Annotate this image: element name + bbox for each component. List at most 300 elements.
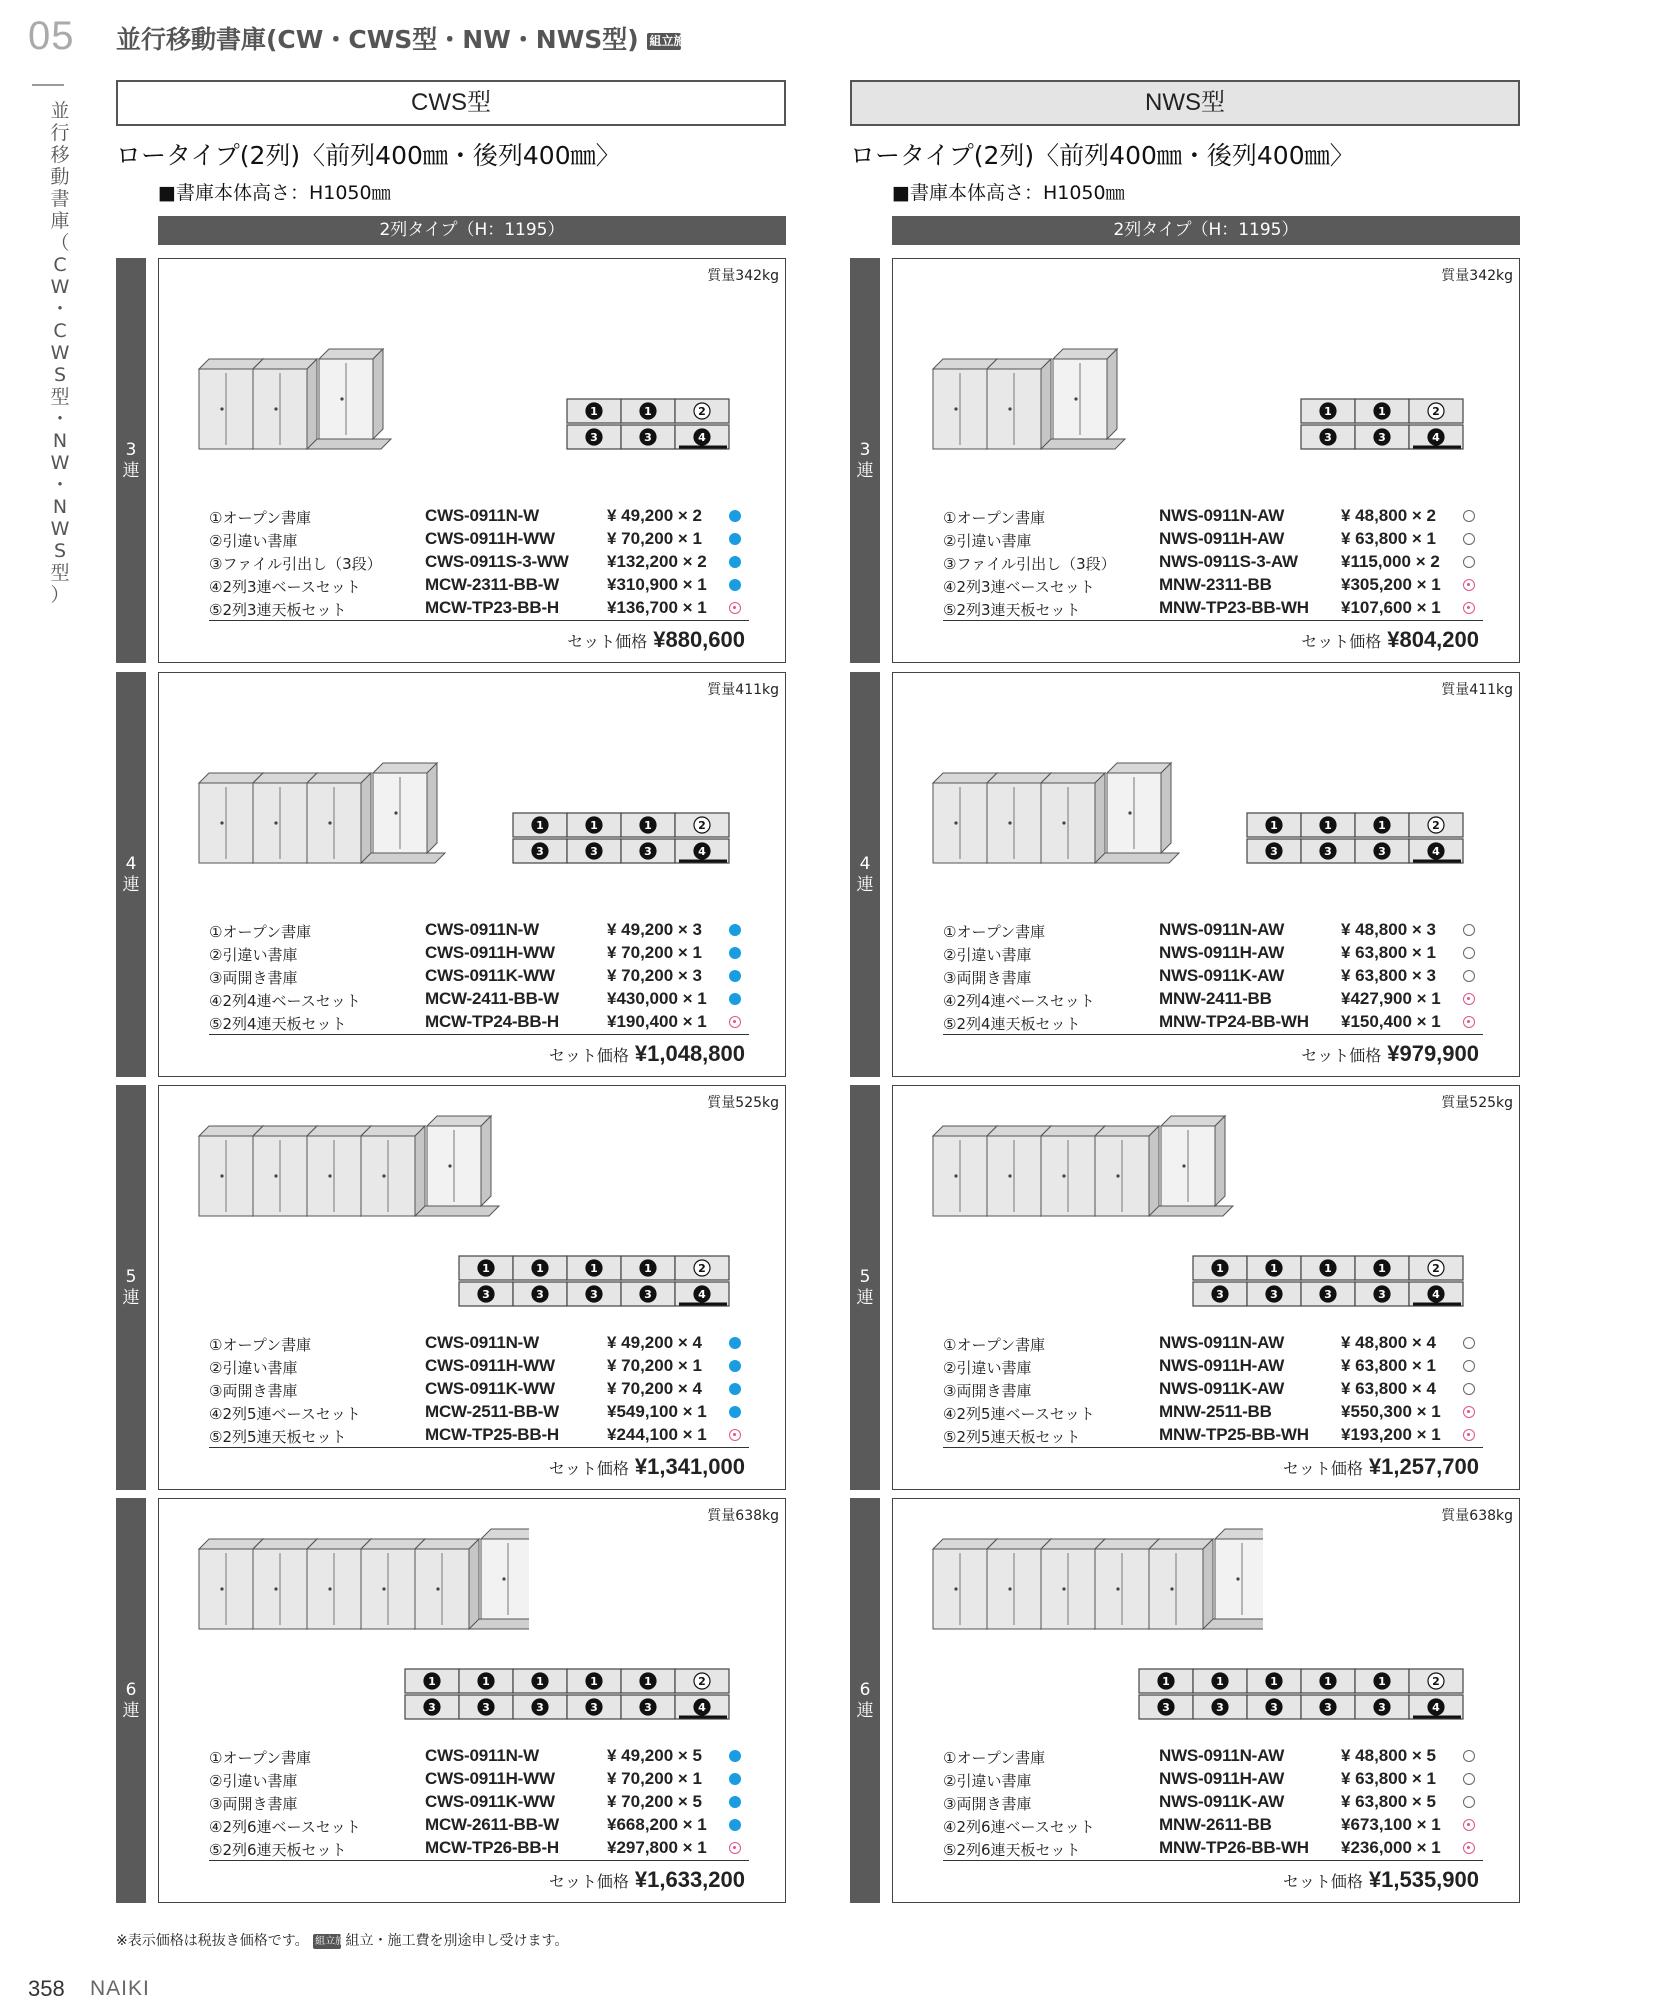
cabinet-top	[933, 359, 997, 369]
cabinet-knob	[1074, 397, 1077, 400]
set-price-label: セット価格	[567, 632, 648, 651]
cabinet-knob	[382, 1587, 385, 1590]
cabinet-side	[1215, 1116, 1225, 1206]
layout-marker-number: 2	[1432, 1262, 1440, 1275]
cabinet-top	[307, 1126, 371, 1136]
layout-marker-number: 1	[1162, 1675, 1170, 1688]
set-price-value: ¥1,633,200	[634, 1867, 745, 1892]
item-code: NWS-0911S-3-AW	[1159, 552, 1298, 571]
layout-diagram	[1295, 393, 1469, 457]
cabinet-knob	[1062, 1174, 1065, 1177]
cabinet-knob	[274, 1174, 277, 1177]
item-name: ③両開き書庫	[209, 1382, 298, 1400]
side-label-char: W	[50, 518, 70, 540]
cabinet-top	[987, 1539, 1051, 1549]
item-code: CWS-0911N-W	[425, 920, 539, 939]
item-name: ①オープン書庫	[943, 509, 1046, 527]
blue-dot-icon	[729, 556, 741, 568]
cabinet-top	[1041, 1539, 1105, 1549]
pink-mark-icon	[1463, 602, 1475, 614]
config-tab-char: 連	[856, 1700, 874, 1721]
page-title	[116, 20, 698, 56]
item-row	[943, 505, 1483, 528]
cabinet-knob	[954, 407, 957, 410]
layout-marker-number: 3	[1324, 431, 1332, 444]
cabinet-illustration	[169, 753, 529, 883]
config-tab-char: 4	[859, 853, 871, 874]
item-code: MNW-2411-BB	[1159, 989, 1272, 1008]
cabinet-knob	[1236, 1577, 1239, 1580]
layout-marker-number: 3	[590, 845, 598, 858]
config-panel	[892, 1085, 1520, 1490]
item-name: ①オープン書庫	[209, 1749, 312, 1767]
item-price: ¥549,100 × 1	[607, 1402, 707, 1421]
cabinet-knob	[1128, 811, 1131, 814]
layout-diagram	[399, 1663, 735, 1727]
item-code: CWS-0911K-WW	[425, 1379, 555, 1398]
config-tab	[850, 1498, 880, 1903]
type-bar: 2列タイプ（H：1195）	[158, 216, 786, 245]
item-code: MCW-2511-BB-W	[425, 1402, 560, 1421]
item-price: ¥244,100 × 1	[607, 1425, 707, 1444]
layout-marker-number: 2	[1432, 819, 1440, 832]
cabinet-illustration	[903, 1519, 1263, 1649]
item-name: ③両開き書庫	[943, 1382, 1032, 1400]
item-code: MCW-2411-BB-W	[425, 989, 560, 1008]
item-code: CWS-0911N-W	[425, 1333, 539, 1352]
item-name: ④2列5連ベースセット	[943, 1405, 1095, 1423]
layout-marker-number: 1	[482, 1262, 490, 1275]
item-price: ¥115,000 × 2	[1341, 552, 1440, 571]
item-code: CWS-0911H-WW	[425, 1769, 555, 1788]
layout-marker-number: 4	[698, 1701, 706, 1714]
cabinet-knob	[1062, 821, 1065, 824]
item-row	[943, 1401, 1483, 1424]
item-row	[209, 988, 749, 1011]
layout-marker-number: 4	[698, 431, 706, 444]
item-name: ②引違い書庫	[943, 1772, 1032, 1790]
item-name: ④2列3連ベースセット	[943, 578, 1095, 596]
cabinet-knob	[220, 407, 223, 410]
side-label-char: W	[50, 342, 70, 364]
config-tab	[116, 672, 146, 1077]
layout-marker-number: 1	[1270, 1262, 1278, 1275]
cabinet-illustration	[169, 339, 529, 469]
item-price: ¥ 48,800 × 4	[1341, 1333, 1437, 1352]
cabinet-top	[1041, 773, 1105, 783]
layout-marker-number: 1	[1324, 819, 1332, 832]
item-name: ③両開き書庫	[209, 1795, 298, 1813]
cabinet-knob	[1008, 1174, 1011, 1177]
item-row	[943, 551, 1483, 574]
item-code: NWS-0911K-AW	[1159, 1379, 1285, 1398]
cabinet-knob	[340, 397, 343, 400]
type-bar: 2列タイプ（H：1195）	[892, 216, 1520, 245]
item-name: ①オープン書庫	[209, 1336, 312, 1354]
pink-mark-icon	[1463, 1429, 1475, 1441]
cabinet-illustration	[903, 753, 1263, 883]
item-row	[943, 942, 1483, 965]
item-code: MNW-2511-BB	[1159, 1402, 1272, 1421]
side-label-char: （	[50, 232, 70, 254]
item-row	[943, 1814, 1483, 1837]
item-code: CWS-0911S-3-WW	[425, 552, 569, 571]
cabinet-knob	[1116, 1587, 1119, 1590]
cabinet-top	[1215, 1529, 1263, 1539]
cabinet-top	[307, 773, 371, 783]
gray-circle-icon	[1463, 924, 1475, 936]
item-price: ¥ 49,200 × 4	[607, 1333, 703, 1352]
item-name: ⑤2列3連天板セット	[209, 601, 347, 619]
layout-marker-number: 3	[644, 1701, 652, 1714]
layout-marker-number: 3	[590, 1701, 598, 1714]
cabinet-top	[427, 1116, 491, 1126]
item-code: NWS-0911K-AW	[1159, 966, 1285, 985]
cabinet-knob	[274, 821, 277, 824]
item-list	[209, 919, 749, 1035]
set-price-label: セット価格	[1301, 632, 1382, 651]
gray-circle-icon	[1463, 533, 1475, 545]
set-price-value: ¥1,535,900	[1368, 1867, 1479, 1892]
blue-dot-icon	[729, 533, 741, 545]
item-price: ¥107,600 × 1	[1341, 598, 1441, 617]
cabinet-knob	[954, 1174, 957, 1177]
cabinet-knob	[1008, 407, 1011, 410]
config-tab-label	[116, 440, 146, 482]
side-label-char: N	[52, 430, 68, 452]
set-price-row	[1283, 1867, 1479, 1893]
item-code: MCW-TP23-BB-H	[425, 598, 559, 617]
cabinet-top	[361, 1126, 425, 1136]
item-name: ②引違い書庫	[209, 532, 298, 550]
cabinet-knob	[220, 1587, 223, 1590]
column-header-nws: NWS型	[850, 80, 1520, 126]
item-price: ¥132,200 × 2	[607, 552, 707, 571]
layout-marker-number: 2	[698, 1675, 706, 1688]
layout-marker-number: 3	[1270, 1701, 1278, 1714]
item-row	[943, 1332, 1483, 1355]
item-row	[943, 1424, 1483, 1448]
item-code: MCW-TP25-BB-H	[425, 1425, 559, 1444]
item-name: ②引違い書庫	[209, 946, 298, 964]
config-tab-char: 6	[859, 1679, 871, 1700]
pink-mark-icon	[1463, 1819, 1475, 1831]
side-label-char: 行	[50, 122, 70, 144]
weight-label: 質量525kg	[1441, 1095, 1513, 1111]
item-price: ¥ 63,800 × 1	[1341, 1769, 1437, 1788]
item-price: ¥ 70,200 × 1	[607, 529, 703, 548]
config-tab-label	[850, 1267, 880, 1309]
layout-marker-number: 3	[482, 1288, 490, 1301]
item-code: CWS-0911K-WW	[425, 966, 555, 985]
layout-marker-number: 4	[698, 1288, 706, 1301]
set-price-label: セット価格	[548, 1459, 629, 1478]
set-price-row	[567, 627, 745, 653]
side-label-char: 型	[50, 562, 70, 584]
cabinet-top	[319, 349, 383, 359]
item-row	[943, 574, 1483, 597]
layout-marker-number: 3	[536, 1701, 544, 1714]
item-list	[943, 505, 1483, 621]
item-name: ①オープン書庫	[943, 1336, 1046, 1354]
blue-dot-icon	[729, 1360, 741, 1372]
item-row	[209, 528, 749, 551]
weight-label: 質量411kg	[1441, 682, 1513, 698]
cabinet-top	[253, 359, 317, 369]
item-name: ③両開き書庫	[943, 1795, 1032, 1813]
item-price: ¥673,100 × 1	[1341, 1815, 1441, 1834]
side-label-char: 動	[50, 166, 70, 188]
item-list	[209, 1745, 749, 1861]
item-code: CWS-0911H-WW	[425, 1356, 555, 1375]
config-tab-char: 3	[125, 439, 137, 460]
cabinet-top	[933, 1539, 997, 1549]
set-price-row	[1301, 627, 1479, 653]
item-row	[209, 1791, 749, 1814]
item-name: ⑤2列5連天板セット	[943, 1428, 1081, 1446]
footnote	[116, 1930, 568, 1950]
cabinet-knob	[1062, 1587, 1065, 1590]
cabinet-knob	[328, 1587, 331, 1590]
config-tab	[116, 258, 146, 663]
layout-marker-number: 3	[1378, 845, 1386, 858]
layout-marker-number: 3	[536, 845, 544, 858]
config-tab-char: 連	[856, 460, 874, 481]
layout-marker-number: 1	[1324, 405, 1332, 418]
blue-dot-icon	[729, 1819, 741, 1831]
layout-marker-number: 1	[1216, 1675, 1224, 1688]
cabinet-knob	[274, 1587, 277, 1590]
side-label-char: 書	[50, 188, 70, 210]
gray-circle-icon	[1463, 970, 1475, 982]
layout-marker-number: 1	[590, 1675, 598, 1688]
layout-marker-number: 1	[644, 1675, 652, 1688]
item-code: NWS-0911N-AW	[1159, 506, 1285, 525]
layout-marker-number: 3	[1324, 1701, 1332, 1714]
item-name: ②引違い書庫	[209, 1772, 298, 1790]
blue-dot-icon	[729, 970, 741, 982]
config-tab	[850, 258, 880, 663]
layout-marker-number: 1	[1378, 819, 1386, 832]
layout-marker-number: 3	[536, 1288, 544, 1301]
item-code: CWS-0911N-W	[425, 1746, 539, 1765]
config-panel	[892, 258, 1520, 663]
weight-label: 質量638kg	[707, 1508, 779, 1524]
item-row	[943, 1355, 1483, 1378]
item-row	[209, 1745, 749, 1768]
item-code: CWS-0911H-WW	[425, 943, 555, 962]
side-label-char: S	[53, 364, 67, 386]
cabinet-knob	[502, 1577, 505, 1580]
layout-marker-number: 1	[536, 819, 544, 832]
weight-label: 質量638kg	[1441, 1508, 1513, 1524]
layout-marker-number: 1	[1270, 819, 1278, 832]
cabinet-side	[415, 1126, 425, 1216]
item-code: NWS-0911N-AW	[1159, 920, 1285, 939]
item-name: ②引違い書庫	[943, 532, 1032, 550]
item-price: ¥ 70,200 × 4	[607, 1379, 703, 1398]
item-name: ④2列6連ベースセット	[209, 1818, 361, 1836]
set-price-row	[1283, 1454, 1479, 1480]
layout-marker-number: 1	[644, 819, 652, 832]
cabinet-top	[253, 773, 317, 783]
item-row	[209, 942, 749, 965]
column-subtitle: ロータイプ(2列)〈前列400㎜・後列400㎜〉	[116, 141, 621, 170]
item-name: ④2列5連ベースセット	[209, 1405, 361, 1423]
layout-marker-number: 1	[590, 819, 598, 832]
item-row	[943, 1011, 1483, 1035]
side-label-char: 並	[50, 100, 70, 122]
config-tab-char: 連	[122, 1287, 140, 1308]
layout-marker-number: 3	[1270, 845, 1278, 858]
layout-marker-number: 1	[1216, 1262, 1224, 1275]
item-code: MCW-TP24-BB-H	[425, 1012, 559, 1031]
item-price: ¥ 63,800 × 5	[1341, 1792, 1437, 1811]
layout-marker-number: 1	[1324, 1262, 1332, 1275]
item-price: ¥ 48,800 × 2	[1341, 506, 1437, 525]
config-panel	[892, 672, 1520, 1077]
side-label-char: C	[53, 254, 67, 276]
config-panel	[892, 1498, 1520, 1903]
section-number: 05	[28, 14, 75, 58]
config-tab-label	[116, 1680, 146, 1722]
item-row	[943, 1791, 1483, 1814]
config-tab	[850, 1085, 880, 1490]
pink-mark-icon	[1463, 579, 1475, 591]
item-code: MNW-TP26-BB-WH	[1159, 1838, 1309, 1857]
item-price: ¥136,700 × 1	[607, 598, 707, 617]
config-tab-char: 4	[125, 853, 137, 874]
item-price: ¥150,400 × 1	[1341, 1012, 1441, 1031]
item-name: ⑤2列6連天板セット	[209, 1841, 347, 1859]
weight-label: 質量525kg	[707, 1095, 779, 1111]
cabinet-side	[1161, 763, 1171, 853]
item-list	[209, 1332, 749, 1448]
cabinet-top	[253, 1539, 317, 1549]
item-row	[209, 1837, 749, 1861]
gray-circle-icon	[1463, 556, 1475, 568]
item-row	[209, 1332, 749, 1355]
item-price: ¥430,000 × 1	[607, 989, 707, 1008]
layout-marker-number: 1	[1324, 1675, 1332, 1688]
weight-label: 質量342kg	[707, 268, 779, 284]
set-price-row	[1301, 1041, 1479, 1067]
cabinet-side	[361, 773, 371, 863]
item-price: ¥ 70,200 × 1	[607, 943, 703, 962]
item-name: ③両開き書庫	[209, 969, 298, 987]
layout-marker-number: 1	[644, 405, 652, 418]
item-name: ④2列4連ベースセット	[209, 992, 361, 1010]
config-panel	[158, 1085, 786, 1490]
item-row	[209, 965, 749, 988]
pink-mark-icon	[729, 1016, 741, 1028]
config-tab	[116, 1498, 146, 1903]
layout-marker-number: 3	[1270, 1288, 1278, 1301]
weight-label: 質量411kg	[707, 682, 779, 698]
side-label-char: W	[50, 276, 70, 298]
layout-marker-number: 2	[698, 1262, 706, 1275]
item-name: ⑤2列5連天板セット	[209, 1428, 347, 1446]
cabinet-knob	[274, 407, 277, 410]
cabinet-knob	[328, 1174, 331, 1177]
layout-marker-number: 1	[1378, 1675, 1386, 1688]
cabinet-top	[987, 773, 1051, 783]
cabinet-knob	[382, 1174, 385, 1177]
cabinet-illustration	[903, 339, 1263, 469]
config-tab-char: 3	[859, 439, 871, 460]
item-name: ⑤2列6連天板セット	[943, 1841, 1081, 1859]
layout-marker-number: 3	[644, 845, 652, 858]
layout-marker-number: 1	[1270, 1675, 1278, 1688]
cabinet-top	[1095, 1539, 1159, 1549]
side-label-char: ・	[50, 408, 70, 430]
column-header-cws: CWS型	[116, 80, 786, 126]
cabinet-knob	[954, 1587, 957, 1590]
brand-name: NAIKI	[90, 1977, 150, 2000]
cabinet-top	[1041, 1126, 1105, 1136]
cabinet-side	[307, 359, 317, 449]
cabinet-top	[199, 1126, 263, 1136]
gray-circle-icon	[1463, 1337, 1475, 1349]
cabinet-knob	[436, 1587, 439, 1590]
item-name: ③ファイル引出し（3段）	[209, 555, 382, 573]
item-name: ⑤2列3連天板セット	[943, 601, 1081, 619]
cabinet-top	[481, 1529, 529, 1539]
layout-marker-number: 1	[536, 1675, 544, 1688]
item-price: ¥ 48,800 × 5	[1341, 1746, 1437, 1765]
item-name: ①オープン書庫	[209, 923, 312, 941]
layout-marker-number: 3	[590, 431, 598, 444]
pink-mark-icon	[1463, 1842, 1475, 1854]
item-list	[943, 1332, 1483, 1448]
item-price: ¥550,300 × 1	[1341, 1402, 1441, 1421]
cabinet-top	[361, 1539, 425, 1549]
set-price-value: ¥1,257,700	[1368, 1454, 1479, 1479]
item-code: MNW-2611-BB	[1159, 1815, 1272, 1834]
item-price: ¥ 48,800 × 3	[1341, 920, 1437, 939]
item-name: ②引違い書庫	[943, 946, 1032, 964]
item-code: NWS-0911N-AW	[1159, 1746, 1285, 1765]
side-label-char: 移	[50, 144, 70, 166]
item-list	[209, 505, 749, 621]
side-label-char: 型	[50, 386, 70, 408]
pink-mark-icon	[729, 1429, 741, 1441]
cabinet-knob	[1008, 821, 1011, 824]
layout-marker-number: 2	[698, 405, 706, 418]
blue-dot-icon	[729, 1406, 741, 1418]
cabinet-illustration	[169, 1106, 529, 1236]
layout-marker-number: 3	[644, 1288, 652, 1301]
height-note: ■書庫本体高さ：H1050㎜	[892, 182, 1125, 204]
item-row	[209, 919, 749, 942]
layout-marker-number: 3	[1378, 1288, 1386, 1301]
config-tab-char: 連	[122, 874, 140, 895]
layout-diagram	[1187, 1250, 1469, 1314]
layout-marker-number: 3	[644, 431, 652, 444]
item-code: NWS-0911H-AW	[1159, 943, 1285, 962]
item-row	[209, 1401, 749, 1424]
layout-marker-number: 1	[1378, 405, 1386, 418]
footnote-badge: 組立施工	[315, 1935, 356, 1947]
blue-dot-icon	[729, 1383, 741, 1395]
footnote-pre: ※表示価格は税抜き価格です。	[116, 1933, 309, 1949]
side-label-char: ・	[50, 298, 70, 320]
config-tab-label	[116, 1267, 146, 1309]
cabinet-side	[481, 1116, 491, 1206]
item-price: ¥ 49,200 × 3	[607, 920, 703, 939]
item-price: ¥ 63,800 × 1	[1341, 1356, 1437, 1375]
item-code: MCW-TP26-BB-H	[425, 1838, 559, 1857]
